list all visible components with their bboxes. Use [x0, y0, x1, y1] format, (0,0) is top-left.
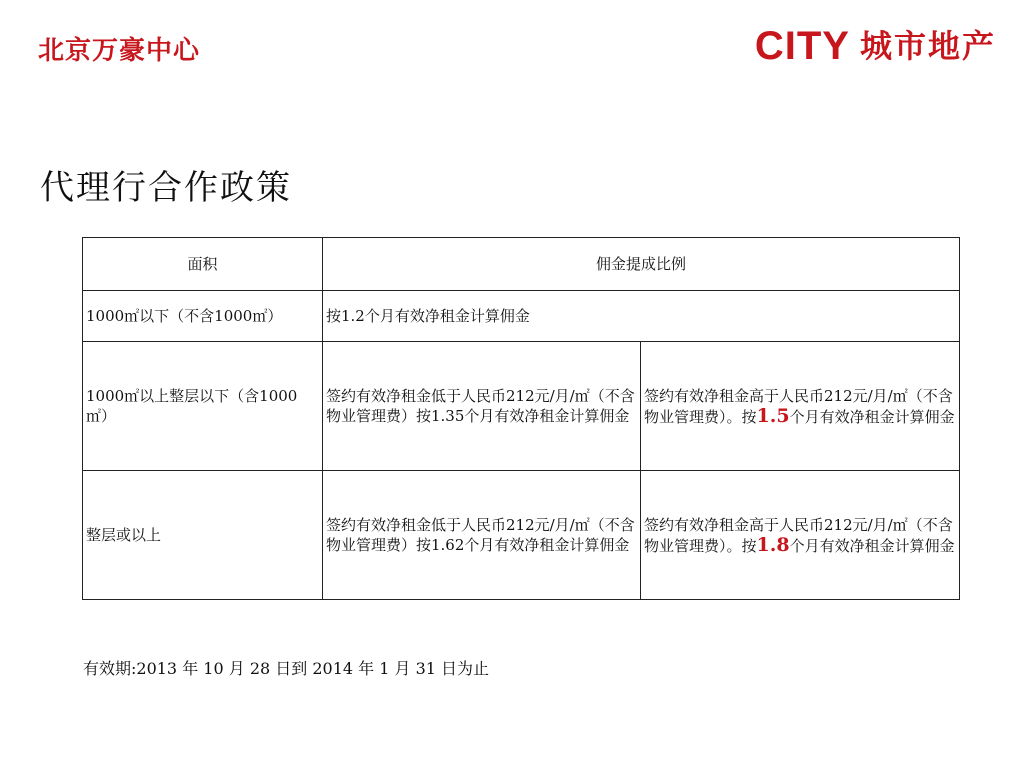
table-row [83, 471, 960, 600]
row-area: 整层或以上 [83, 471, 323, 600]
row-ratio-high [641, 471, 960, 600]
row-ratio: 按1.2个月有效净租金计算佣金 [323, 291, 960, 342]
table-row [83, 342, 960, 471]
highlight-multiplier: 1.5 [756, 404, 790, 427]
project-title: 北京万豪中心 [38, 36, 201, 66]
ratio-high-suffix: 个月有效净租金计算佣金 [789, 536, 955, 555]
header-ratio: 佣金提成比例 [323, 238, 960, 291]
slide-title: 代理行合作政策 [40, 168, 292, 208]
commission-table [82, 237, 960, 600]
row-ratio-high [641, 342, 960, 471]
row-ratio-low: 签约有效净租金低于人民币212元/月/㎡（不含物业管理费）按1.62个月有效净租金计算佣金 [323, 471, 641, 600]
row-ratio-low: 签约有效净租金低于人民币212元/月/㎡（不含物业管理费）按1.35个月有效净租金计算佣金 [323, 342, 641, 471]
logo-chinese: 城市地产 [859, 27, 996, 65]
highlight-multiplier: 1.8 [756, 533, 790, 556]
ratio-high-prefix: 签约有效净租金高于人民币212元/月/㎡（不含物业管理费）。按 [644, 386, 953, 426]
ratio-high-prefix: 签约有效净租金高于人民币212元/月/㎡（不含物业管理费）。按 [644, 515, 953, 555]
table-row [83, 291, 960, 342]
ratio-high-suffix: 个月有效净租金计算佣金 [789, 407, 955, 426]
company-logo [755, 22, 996, 70]
logo-english: CITY [754, 24, 850, 68]
row-area: 1000㎡以下（不含1000㎡） [83, 291, 323, 342]
table-header-row [83, 238, 960, 291]
header-area: 面积 [83, 238, 323, 291]
row-area: 1000㎡以上整层以下（含1000㎡） [83, 342, 323, 471]
validity-note: 有效期:2013 年 10 月 28 日到 2014 年 1 月 31 日为止 [83, 659, 490, 678]
